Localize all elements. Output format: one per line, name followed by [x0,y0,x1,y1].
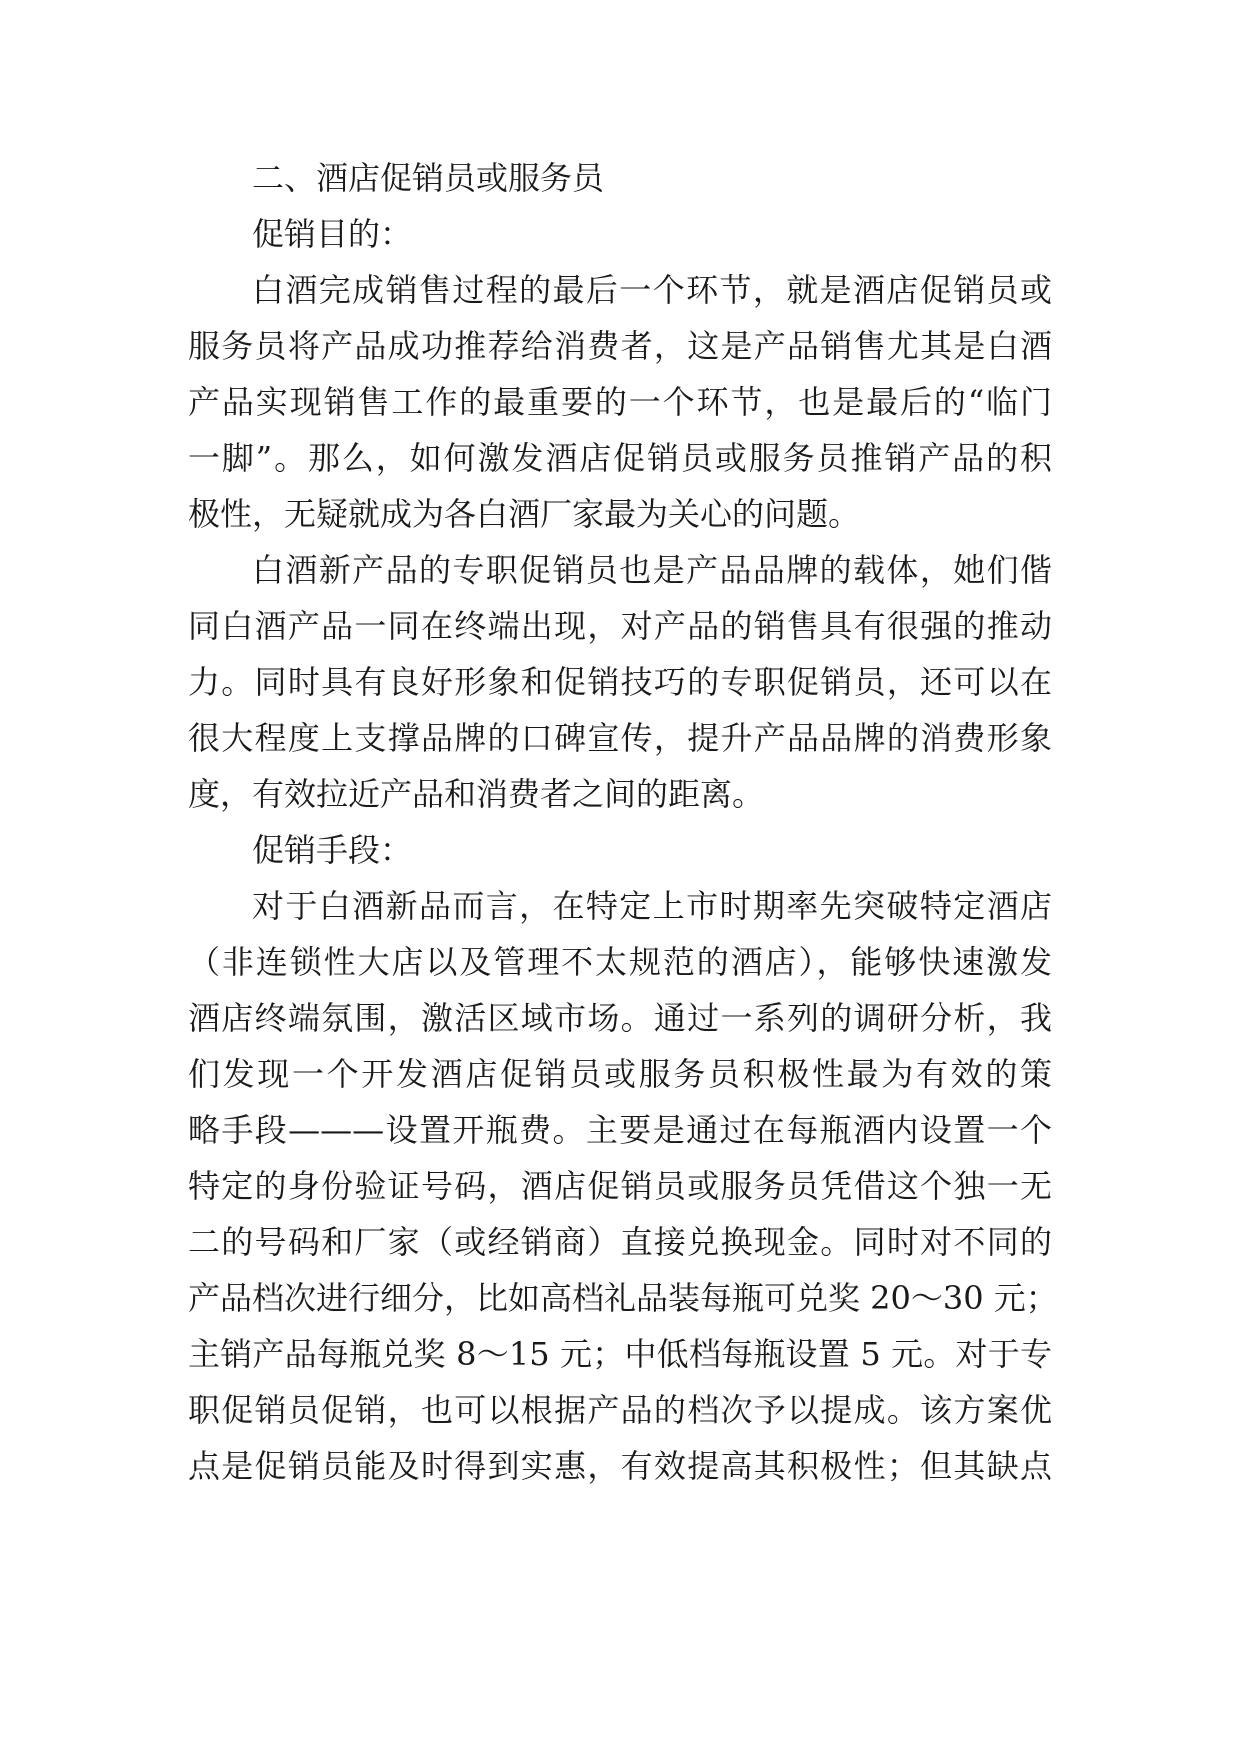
text-line: 们发现一个开发酒店促销员或服务员积极性最为有效的策 [188,1055,1052,1093]
text-line: 同白酒产品一同在终端出现，对产品的销售具有很强的推动 [188,607,1052,645]
text-line: 白酒新产品的专职促销员也是产品品牌的载体，她们偕 [252,551,1052,589]
text-line: 产品档次进行细分，比如高档礼品装每瓶可兑奖 20～30 元； [188,1279,1058,1317]
text-line: 一脚”。那么，如何激发酒店促销员或服务员推销产品的积 [188,439,1052,477]
text-line: 二的号码和厂家（或经销商）直接兑换现金。同时对不同的 [188,1223,1052,1261]
text-line: 职促销员促销，也可以根据产品的档次予以提成。该方案优 [188,1391,1052,1429]
text-line: 服务员将产品成功推荐给消费者，这是产品销售尤其是白酒 [188,327,1052,365]
text-line: 特定的身份验证号码，酒店促销员或服务员凭借这个独一无 [188,1167,1052,1205]
text-line: 很大程度上支撑品牌的口碑宣传，提升产品品牌的消费形象 [188,719,1052,757]
text-line: 力。同时具有良好形象和促销技巧的专职促销员，还可以在 [188,663,1052,701]
text-line: （非连锁性大店以及管理不太规范的酒店），能够快速激发 [188,943,1052,981]
text-line: 点是促销员能及时得到实惠，有效提高其积极性；但其缺点 [188,1447,1052,1485]
text-line: 主销产品每瓶兑奖 8～15 元；中低档每瓶设置 5 元。对于专 [188,1335,1052,1373]
text-line: 产品实现销售工作的最重要的一个环节，也是最后的“临门 [188,383,1052,421]
text-line: 白酒完成销售过程的最后一个环节，就是酒店促销员或 [252,271,1052,309]
text-line: 酒店终端氛围，激活区域市场。通过一系列的调研分析，我 [188,999,1052,1037]
text-line: 极性，无疑就成为各白酒厂家最为关心的问题。 [188,495,861,533]
document-body [188,150,1058,1494]
text-line: 度，有效拉近产品和消费者之间的距离。 [188,775,765,813]
text-line: 对于白酒新品而言，在特定上市时期率先突破特定酒店 [252,887,1052,925]
text-line: 促销手段： [252,831,413,869]
text-line: 二、酒店促销员或服务员 [252,159,605,197]
text-line: 略手段———设置开瓶费。主要是通过在每瓶酒内设置一个 [188,1111,1052,1149]
text-line: 促销目的： [252,215,413,253]
